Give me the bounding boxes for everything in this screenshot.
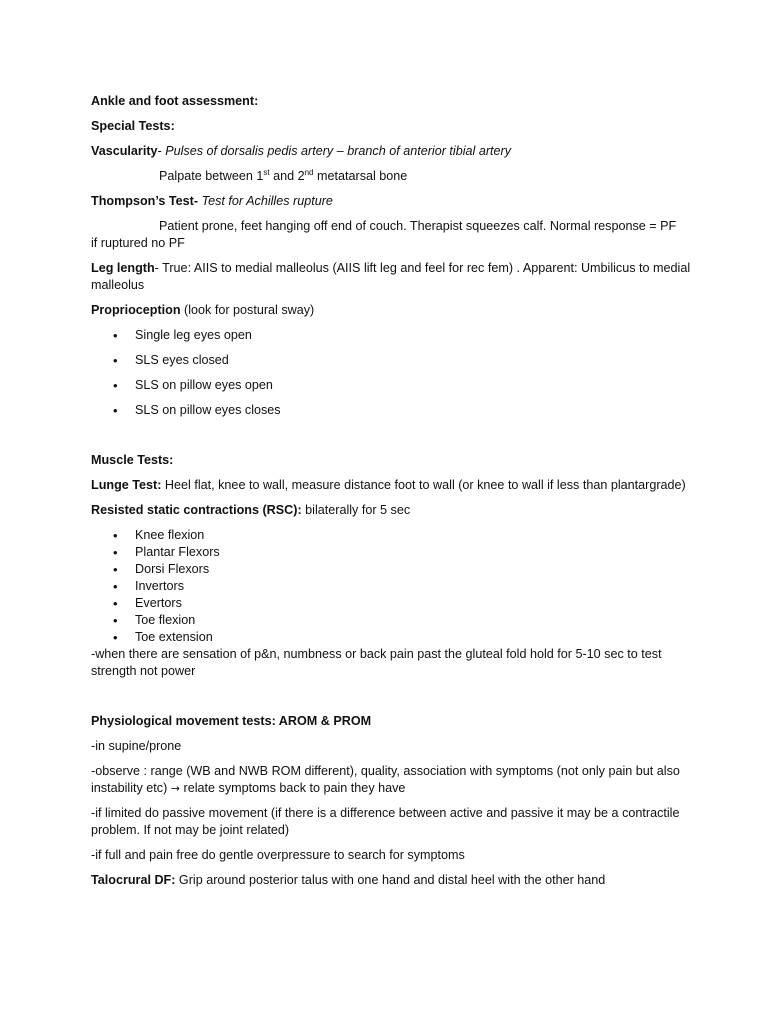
proprioception-line	[91, 302, 691, 319]
vascularity-desc: Pulses of dorsalis pedis artery – branch of anterior tibial artery	[165, 144, 512, 158]
thompson-line	[91, 193, 691, 210]
supine-line: -in supine/prone	[91, 739, 182, 753]
rsc-label: Resisted static contractions (RSC):	[91, 503, 302, 517]
list-item: • Knee flexion	[91, 527, 691, 544]
palpate-text-c: metatarsal bone	[313, 169, 408, 183]
document-body	[91, 93, 691, 889]
palpate-sup-2: nd	[304, 168, 314, 177]
list-item: • Toe flexion	[91, 612, 691, 629]
thompson-detail-1: Patient prone, feet hanging off end of couch. Therapist squeezes calf. Normal response = PF	[159, 219, 677, 233]
leg-length-line	[91, 260, 691, 294]
physio-heading: Physiological movement tests: AROM & PROM	[91, 714, 372, 728]
list-item: • Plantar Flexors	[91, 544, 691, 561]
vascularity-line	[91, 143, 691, 160]
list-item: • Single leg eyes open	[91, 327, 691, 344]
thompson-desc: Test for Achilles rupture	[201, 194, 333, 208]
palpate-sup-1: st	[263, 168, 270, 177]
right-arrow-icon: →	[170, 782, 181, 795]
limited-line: -if limited do passive movement (if there is a difference between active and passive it may be a contractile problem. If not may be joint related)	[91, 806, 680, 837]
palpate-text-a: Palpate between 1	[159, 169, 264, 183]
observe-text-a: -observe : range (WB and NWB ROM different), quality, association with symptoms (not only pain but also instability etc)	[91, 764, 680, 795]
palpate-line	[91, 168, 691, 185]
muscle-tests-heading: Muscle Tests:	[91, 453, 174, 467]
list-item: • SLS on pillow eyes closes	[91, 402, 691, 419]
pn-note: -when there are sensation of p&n, numbness or back pain past the gluteal fold hold for 5-10 sec to test strength not power	[91, 647, 662, 678]
lunge-test-line	[91, 477, 691, 494]
list-item: • Toe extension	[91, 629, 691, 646]
leg-length-label: Leg length	[91, 261, 155, 275]
talocrural-line	[91, 872, 691, 889]
rsc-text: bilaterally for 5 sec	[301, 503, 411, 517]
proprioception-label: Proprioception	[91, 303, 181, 317]
thompson-detail-2: if ruptured no PF	[91, 236, 185, 250]
list-item: • SLS on pillow eyes open	[91, 377, 691, 394]
talocrural-text: Grip around posterior talus with one hand and distal heel with the other hand	[175, 873, 606, 887]
list-item: • Evertors	[91, 595, 691, 612]
thompson-label: Thompson’s Test	[91, 194, 194, 208]
special-tests-heading: Special Tests:	[91, 119, 175, 133]
vascularity-sep: -	[157, 144, 166, 158]
rsc-list	[91, 527, 691, 646]
vascularity-label: Vascularity	[91, 144, 158, 158]
list-item: • Invertors	[91, 578, 691, 595]
list-item: • SLS eyes closed	[91, 352, 691, 369]
leg-length-text: - True: AIIS to medial malleolus (AIIS lift leg and feel for rec fem) . Apparent: Umbilicus to medial malleolus	[91, 261, 691, 292]
palpate-text-b: and 2	[269, 169, 305, 183]
lunge-test-text: Heel flat, knee to wall, measure distance foot to wall (or knee to wall if less than plantargrade)	[161, 478, 686, 492]
full-line: -if full and pain free do gentle overpressure to search for symptoms	[91, 848, 465, 862]
proprioception-text: (look for postural sway)	[180, 303, 315, 317]
observe-text-b: relate symptoms back to pain they have	[180, 781, 406, 795]
list-item: • Dorsi Flexors	[91, 561, 691, 578]
observe-line	[91, 763, 691, 797]
document-title: Ankle and foot assessment:	[91, 94, 259, 108]
talocrural-label: Talocrural DF:	[91, 873, 176, 887]
proprioception-list	[91, 327, 691, 419]
thompson-sep: -	[193, 194, 202, 208]
rsc-line	[91, 502, 691, 519]
lunge-test-label: Lunge Test:	[91, 478, 162, 492]
